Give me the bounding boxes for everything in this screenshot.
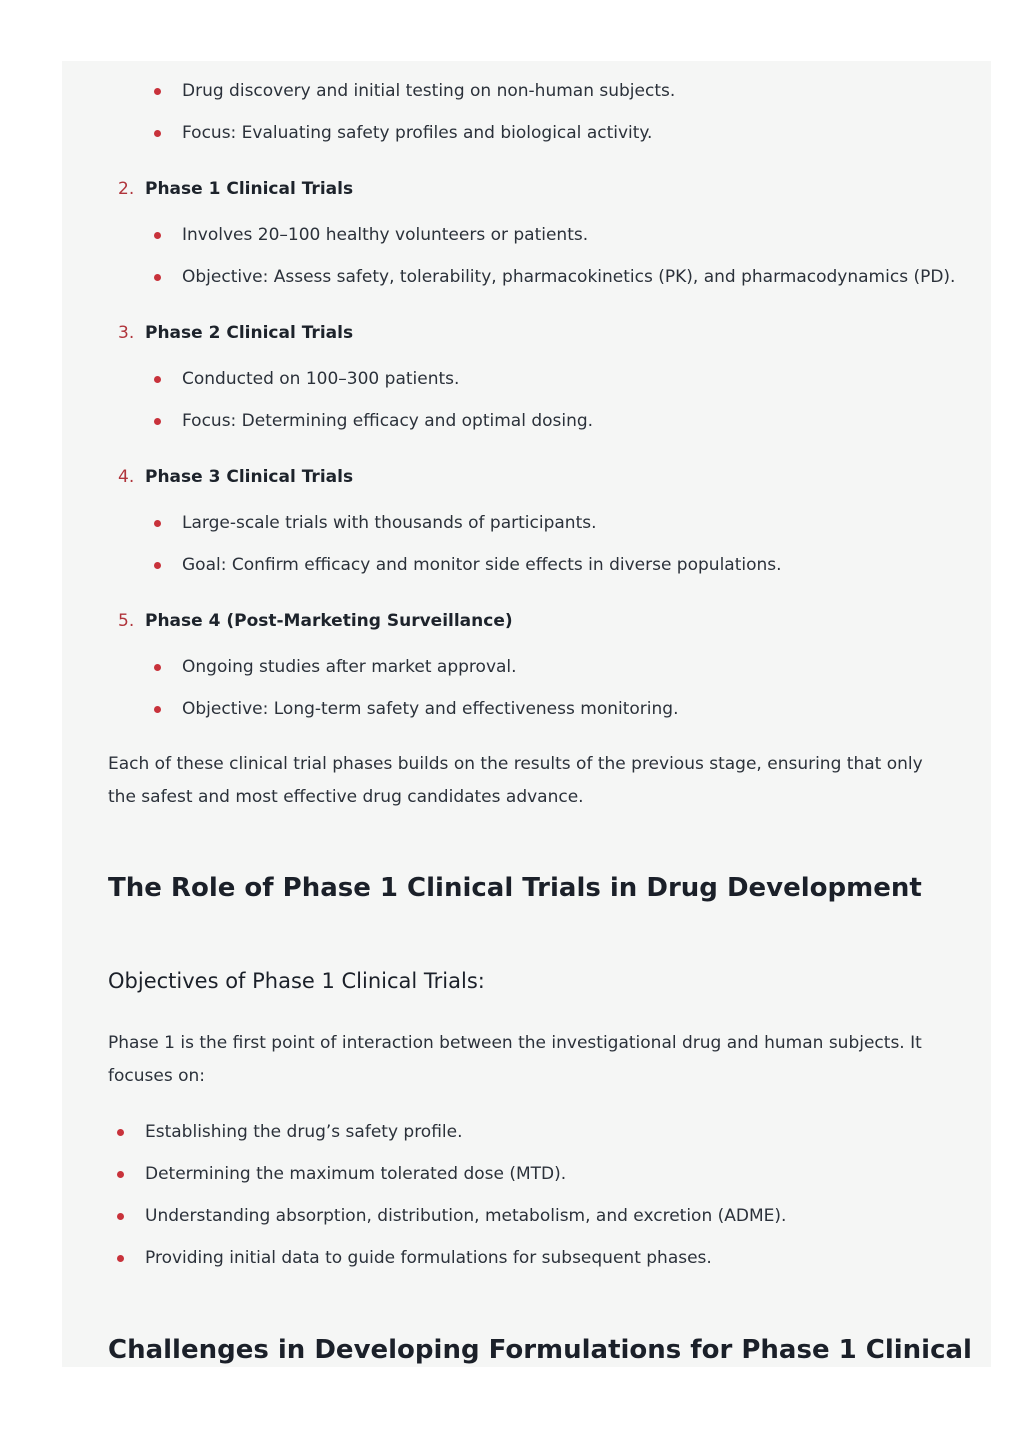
list-item — [182, 410, 593, 432]
list-item — [182, 80, 675, 102]
list-item — [145, 1121, 463, 1143]
bullet-icon — [117, 1171, 124, 1178]
summary-paragraph: Each of these clinical trial phases builds on the results of the previous stage, ensuring that only the safest and most effective drug candidates advance. — [108, 754, 923, 807]
list-item — [145, 1163, 566, 1185]
list-item-text: Drug discovery and initial testing on non-human subjects. — [182, 81, 676, 101]
list-item-text: Goal: Confirm efficacy and monitor side effects in diverse populations. — [182, 555, 782, 575]
intro-paragraph: Phase 1 is the first point of interaction between the investigational drug and human subjects. It focuses on: — [108, 1033, 922, 1086]
article-panel — [62, 61, 991, 1367]
bullet-icon — [154, 88, 161, 95]
list-item — [182, 368, 459, 390]
bullet-icon — [154, 520, 161, 527]
list-item-text: Involves 20–100 healthy volunteers or patients. — [182, 225, 589, 245]
list-item — [182, 698, 678, 720]
list-item — [145, 1205, 786, 1227]
bullet-icon — [154, 664, 161, 671]
list-item-text: Conducted on 100–300 patients. — [182, 369, 460, 389]
list-item-text: Establishing the drug’s safety profile. — [145, 1122, 463, 1142]
bullet-icon — [154, 562, 161, 569]
list-item-text: Providing initial data to guide formulations for subsequent phases. — [145, 1248, 712, 1268]
list-number: 3. — [118, 323, 135, 343]
bullet-icon — [154, 418, 161, 425]
list-item-text: Objective: Assess safety, tolerability, pharmacokinetics (PK), and pharmacodynamics (PD). — [182, 267, 956, 287]
list-item-text: Large-scale trials with thousands of participants. — [182, 513, 597, 533]
bullet-icon — [117, 1213, 124, 1220]
phase-title: Phase 1 Clinical Trials — [145, 179, 354, 199]
bullet-icon — [117, 1255, 124, 1262]
list-item-text: Determining the maximum tolerated dose (MTD). — [145, 1164, 567, 1184]
list-item-text: Focus: Determining efficacy and optimal dosing. — [182, 411, 594, 431]
bullet-icon — [117, 1129, 124, 1136]
bullet-icon — [154, 232, 161, 239]
phase-title: Phase 4 (Post-Marketing Surveillance) — [145, 611, 513, 631]
list-item — [182, 656, 517, 678]
list-item-text: Understanding absorption, distribution, metabolism, and excretion (ADME). — [145, 1206, 787, 1226]
subsection-heading: Objectives of Phase 1 Clinical Trials: — [108, 969, 485, 993]
list-item — [182, 224, 588, 246]
list-item — [145, 1247, 712, 1269]
list-number: 2. — [118, 179, 135, 199]
list-number: 4. — [118, 467, 135, 487]
bullet-icon — [154, 706, 161, 713]
bullet-icon — [154, 376, 161, 383]
list-item-text: Focus: Evaluating safety profiles and biological activity. — [182, 123, 653, 143]
list-item-text: Ongoing studies after market approval. — [182, 657, 517, 677]
bullet-icon — [154, 130, 161, 137]
list-item — [182, 554, 782, 576]
list-item — [182, 512, 597, 534]
section-heading: The Role of Phase 1 Clinical Trials in Drug Development — [108, 873, 922, 903]
list-item — [182, 266, 955, 288]
phase-title: Phase 3 Clinical Trials — [145, 467, 354, 487]
list-item — [182, 122, 652, 144]
list-item-text: Objective: Long-term safety and effectiveness monitoring. — [182, 699, 679, 719]
list-number: 5. — [118, 611, 135, 631]
bullet-icon — [154, 274, 161, 281]
phase-title: Phase 2 Clinical Trials — [145, 323, 354, 343]
next-section-heading: Challenges in Developing Formulations for Phase 1 Clinical — [108, 1335, 972, 1365]
